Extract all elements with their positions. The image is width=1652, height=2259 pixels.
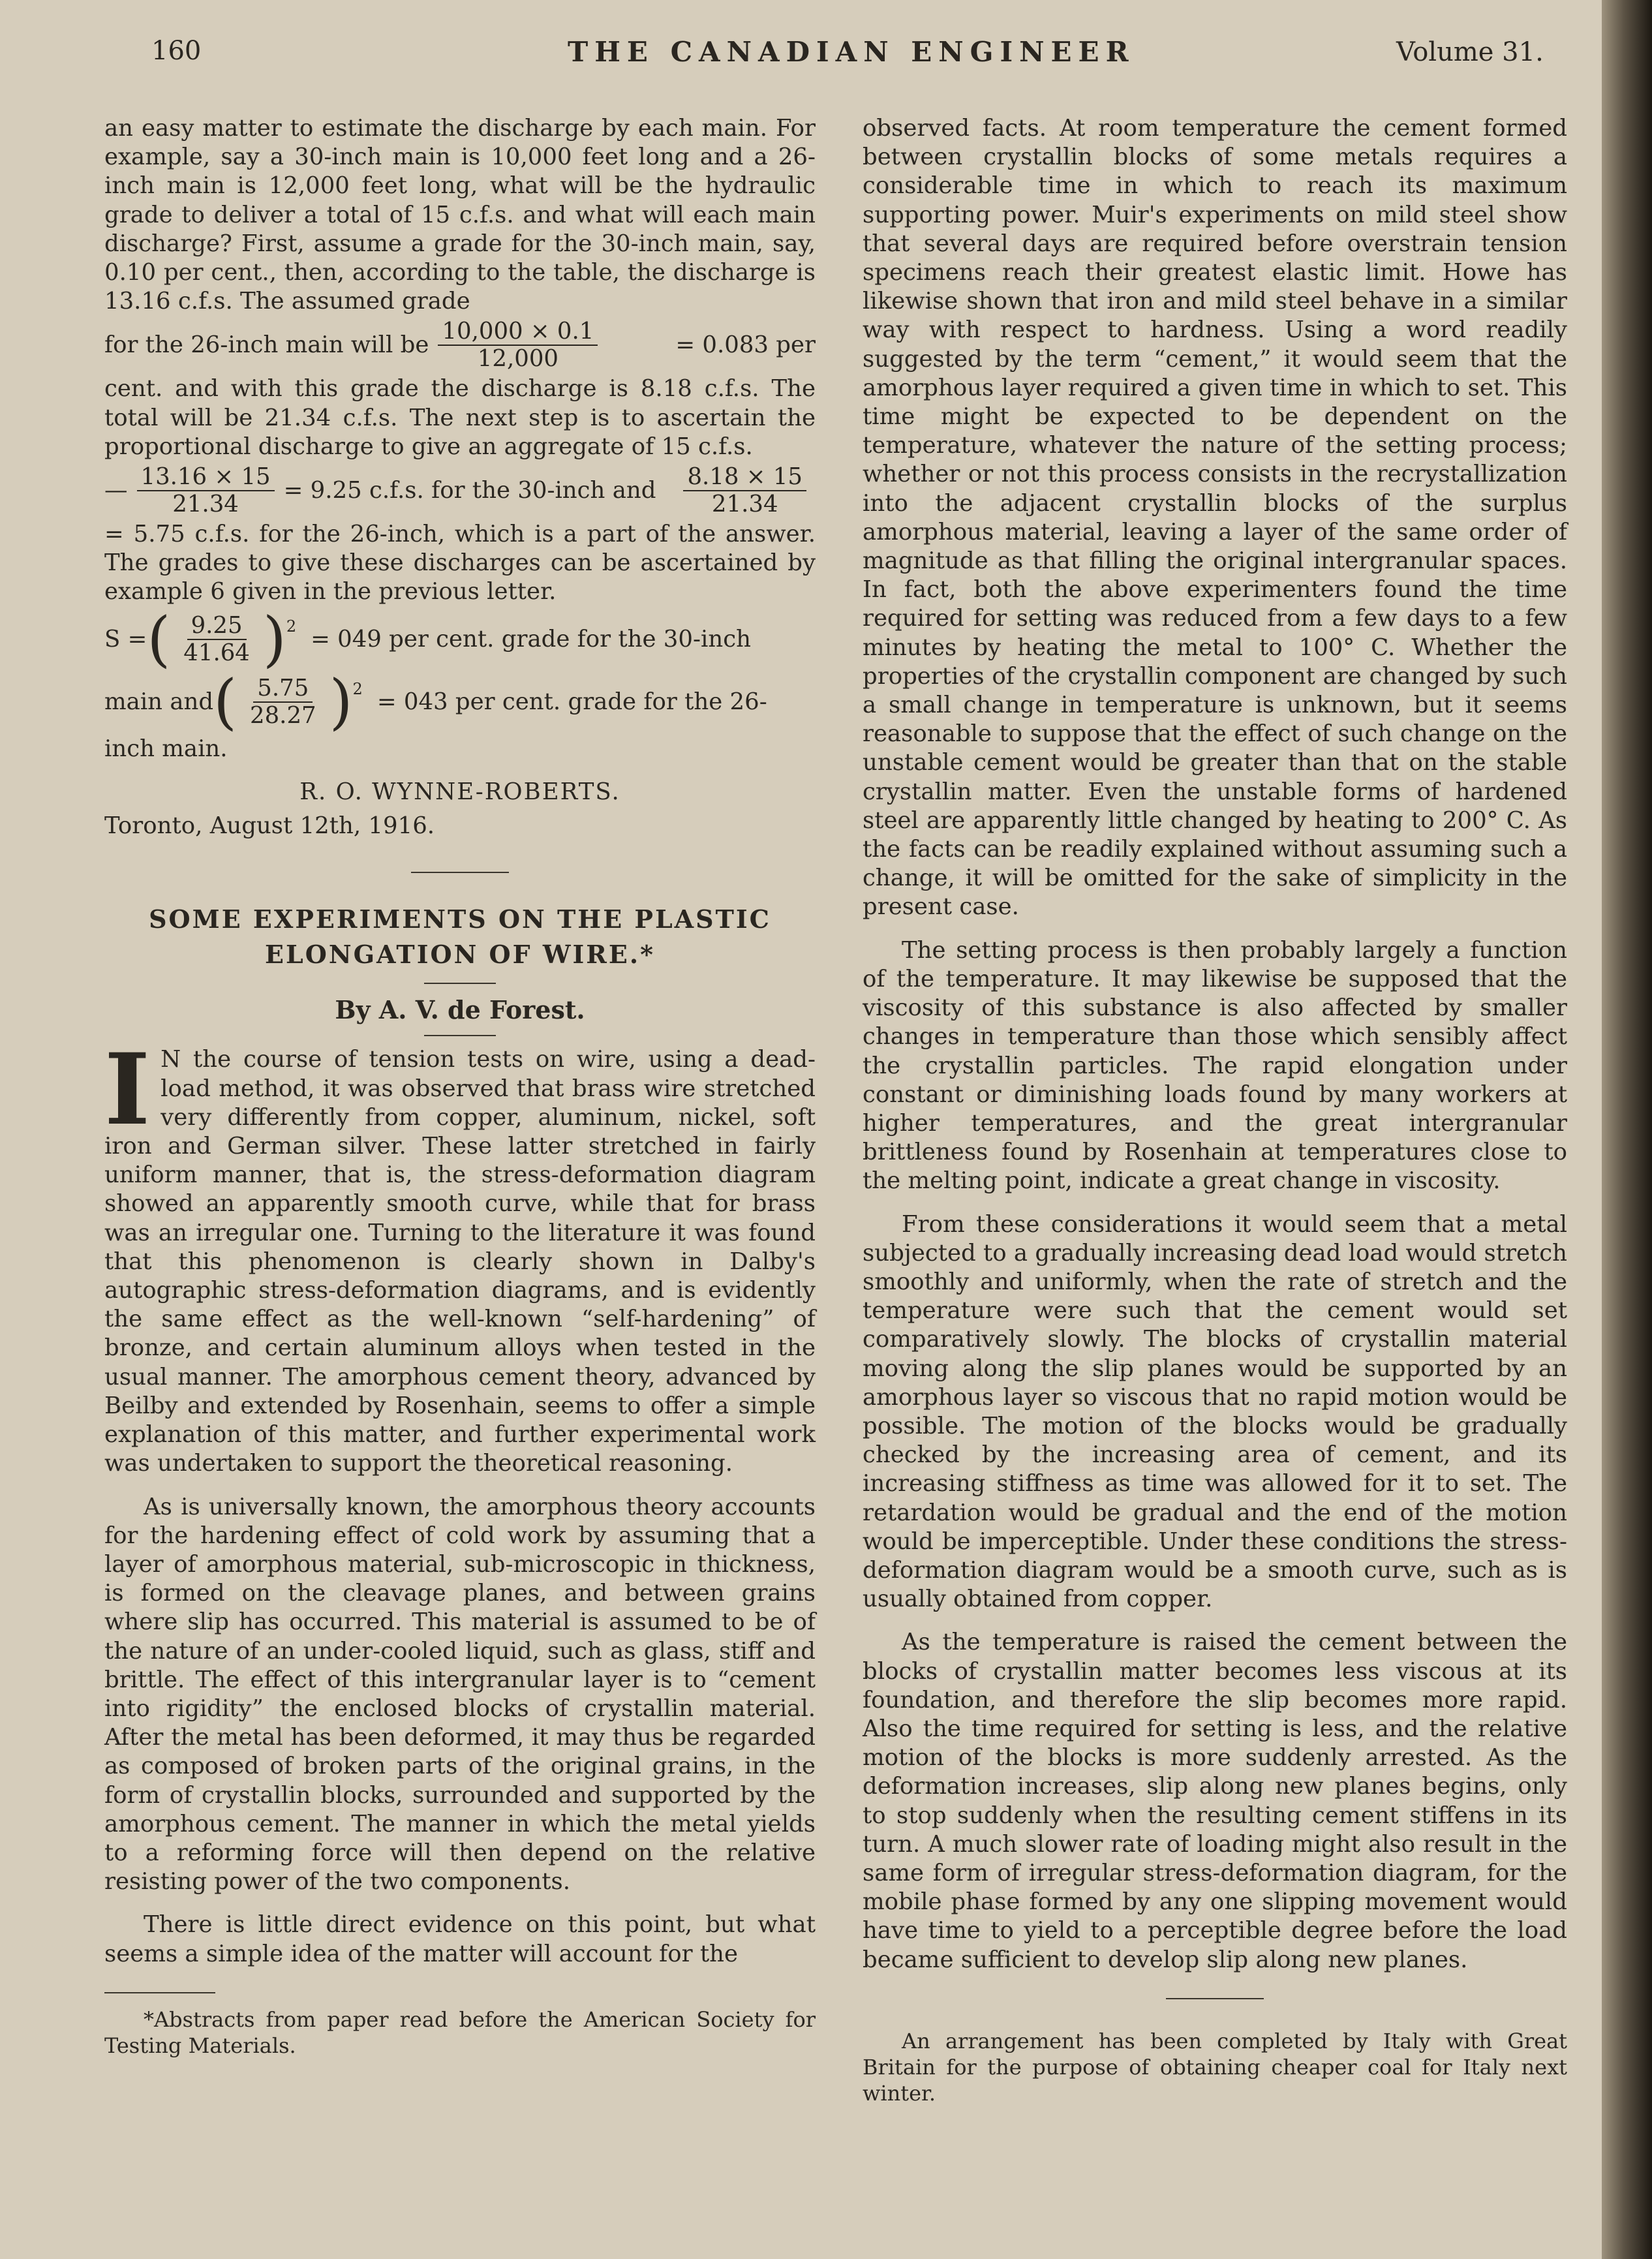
equation-text: = 043 per cent. grade for the 26- bbox=[376, 688, 767, 715]
paragraph: The setting process is then probably largely a function of the temperature. It may likewise be supposed that the viscosity of this substance is also affected by smaller changes in temperature than those which sensibly affect the crystallin particles. The rapid elongation under constant or diminishing loads found by many workers at higher temperatures, and the great intergranular brittleness found by Rosenhain at temperatures close to the melting point, indicate a great change in viscosity. bbox=[863, 936, 1567, 1195]
page-edge-shadow bbox=[1602, 0, 1652, 2259]
numerator: 13.16 × 15 bbox=[137, 464, 275, 491]
drop-cap: I bbox=[104, 1032, 151, 1148]
signature: R. O. WYNNE-ROBERTS. bbox=[299, 778, 620, 805]
paragraph: = 5.75 c.f.s. for the 26-inch, which is a part of the answer. The grades to give these discharges can be ascertained by example 6 given in the previous letter. bbox=[104, 521, 816, 606]
equation-grade bbox=[104, 318, 816, 372]
equation-text: = 0.083 per bbox=[675, 331, 816, 359]
equation-text: main and bbox=[104, 688, 214, 715]
fraction bbox=[438, 318, 598, 372]
fraction bbox=[246, 675, 320, 729]
exponent: 2 bbox=[352, 679, 363, 698]
paragraph: an easy matter to estimate the discharge by each main. For example, say a 30-inch main is 10,000 feet long and a 26-inch main is 12,000 feet long, what will be the hydraulic grade to deliver a total of 15 c.f.s. and what will each main discharge? First, assume a grade for the 30-inch main, say, 0.10 per cent., then, according to the table, the discharge is 13.16 c.f.s. The assumed grade bbox=[104, 115, 816, 315]
equation-proportion bbox=[104, 464, 816, 517]
equation-lhs: S = bbox=[104, 625, 147, 653]
denominator: 21.34 bbox=[172, 491, 239, 518]
paragraph: As the temperature is raised the cement between the blocks of crystallin matter becomes less viscous at its foundation, and therefore the slip becomes more rapid. Also the time required for setting is less, and the relative motion of the blocks is more suddenly arrested. As the deformation increases, slip along new planes begins, only to stop suddenly when the resulting cement stiffens in its turn. A much slower rate of loading might also result in the same form of irregular stress-deformation diagram, for the mobile phase formed by any one slipping movement would have time to yield to a perceptible degree before the load became sufficient to develop slip along new planes. bbox=[863, 1629, 1567, 1973]
denominator: 12,000 bbox=[477, 345, 559, 373]
paragraph: cent. and with this grade the discharge is 8.18 c.f.s. The total will be 21.34 c.f.s. The next step is to ascertain the proportional discharge to give an aggregate of 15 c.f.s. bbox=[104, 375, 816, 460]
divider bbox=[411, 872, 509, 873]
close-paren: ) bbox=[329, 666, 353, 737]
fraction bbox=[683, 464, 806, 517]
page-number: 160 bbox=[151, 36, 202, 66]
numerator: 5.75 bbox=[253, 675, 313, 703]
article-title-line: ELONGATION OF WIRE.* bbox=[265, 940, 655, 970]
right-column bbox=[863, 114, 1567, 2106]
numerator: 10,000 × 0.1 bbox=[438, 318, 598, 346]
equation-text: for the 26-inch main will be bbox=[104, 331, 429, 359]
paragraph: inch main. bbox=[104, 735, 228, 762]
equation-dash: — bbox=[104, 476, 128, 504]
fraction bbox=[137, 464, 275, 517]
paragraph: observed facts. At room temperature the cement formed between crystallin blocks of some metals requires a considerable time in which to reach its maximum supporting power. Muir's experiments on mild steel show that several days are required before overstrain tension specimens reach their greatest elastic limit. Howe has likewise shown that iron and mild steel behave in a similar way with respect to hardness. Using a word readily suggested by the term “cement,” it would seem that the amorphous layer required a given time in which to set. This time might be expected to be dependent on the temperature, whatever the nature of the setting process; whether or not this process consists in the recrystallization into the adjacent crystallin blocks of the surplus amorphous material, leaving a layer of the same order of magnitude as that filling the original intergranular spaces. In fact, both the above experimenters found the time required for setting was reduced from a few days to a few minutes by heating the metal to 100° C. Whether the properties of the crystallin component are changed by such a small change in temperature is unknown, but it seems reasonable to suppose that the effect of such change on the unstable cement would be greater than that on the stable crystallin matter. Even the unstable forms of hardened steel are apparently little changed by heating to 200° C. As the facts can be readily explained without assuming such a change, it will be omitted for the sake of simplicity in the present case. bbox=[863, 115, 1567, 921]
article-intro bbox=[104, 1032, 816, 1478]
divider bbox=[1166, 1998, 1264, 1999]
open-paren: ( bbox=[147, 604, 171, 674]
journal-title: THE CANADIAN ENGINEER bbox=[568, 36, 1135, 68]
equation-grade-26 bbox=[104, 666, 816, 737]
paragraph: There is little direct evidence on this point, but what seems a simple idea of the matter will account for the bbox=[104, 1911, 816, 1967]
footnote-divider bbox=[104, 1992, 215, 1993]
footnote: *Abstracts from paper read before the American Society for Testing Materials. bbox=[104, 2006, 816, 2058]
denominator: 28.27 bbox=[250, 701, 316, 729]
page-header bbox=[0, 36, 1602, 75]
byline: By A. V. de Forest. bbox=[335, 995, 585, 1025]
article-title bbox=[104, 902, 816, 972]
equation-text: = 9.25 c.f.s. for the 30-inch and bbox=[283, 476, 656, 504]
paragraph: As is universally known, the amorphous theory accounts for the hardening effect of cold work by assuming that a layer of amorphous material, sub-microscopic in thickness, is formed on the cleavage planes, and between grains where slip has occurred. This material is assumed to be of the nature of an under-cooled liquid, such as glass, stiff and brittle. The effect of this intergranular layer is to “cement into rigidity” the enclosed blocks of crystallin material. After the metal has been deformed, it may thus be regarded as composed of broken parts of the original grains, in the form of crystallin blocks, surrounded and supported by the amorphous cement. The manner in which the metal yields to a reforming force will then depend on the relative resisting power of the two components. bbox=[104, 1493, 816, 1896]
paragraph: From these considerations it would seem that a metal subjected to a gradually increasing dead load would stretch smoothly and uniformly, when the rate of stretch and the temperature were such that the cement would set comparatively slowly. The blocks of crystallin material moving along the slip planes would be supported by an amorphous layer so viscous that no rapid motion would be possible. The motion of the blocks would be gradually checked by the increasing area of cement, and its increasing stiffness as time was allowed for it to set. The retardation would be gradual and the end of the motion would be imperceptible. Under these conditions the stress-deformation diagram would be a smooth curve, such as is usually obtained from copper. bbox=[863, 1210, 1567, 1613]
volume-label: Volume 31. bbox=[1396, 37, 1544, 67]
denominator: 21.34 bbox=[711, 491, 778, 518]
numerator: 9.25 bbox=[187, 613, 247, 640]
fraction bbox=[179, 613, 254, 666]
paragraph: N the course of tension tests on wire, using a dead-load method, it was observed that brass wire stretched very differently from copper, aluminum, nickel, soft iron and German silver. These latter stretched in fairly uniform manner, that is, the stress-deformation diagram showed an apparently smooth curve, while that for brass was an irregular one. Turning to the literature it was found that this phenomenon is clearly shown in Dalby's autographic stress-deformation diagrams, and is evidently the same effect as the well-known “self-hardening” of bronze, and certain aluminum alloys when tested in the usual manner. The amorphous cement theory, advanced by Beilby and extended by Rosenhain, seems to offer a simple explanation of this matter, and further experimental work was undertaken to support the theoretical reasoning. bbox=[104, 1046, 816, 1477]
left-column bbox=[104, 114, 816, 2059]
numerator: 8.18 × 15 bbox=[683, 464, 806, 491]
news-note: An arrangement has been completed by Italy with Great Britain for the purpose of obtaining cheaper coal for Italy next winter. bbox=[863, 2028, 1567, 2106]
place-date: Toronto, August 12th, 1916. bbox=[104, 812, 435, 840]
close-paren: ) bbox=[262, 604, 286, 674]
open-paren: ( bbox=[213, 666, 237, 737]
equation-grade-30 bbox=[104, 604, 816, 674]
divider bbox=[424, 983, 496, 984]
exponent: 2 bbox=[286, 617, 297, 636]
equation-text: = 049 per cent. grade for the 30-inch bbox=[311, 625, 751, 653]
divider bbox=[424, 1035, 496, 1036]
article-title-line: SOME EXPERIMENTS ON THE PLASTIC bbox=[149, 904, 771, 934]
denominator: 41.64 bbox=[183, 639, 250, 666]
